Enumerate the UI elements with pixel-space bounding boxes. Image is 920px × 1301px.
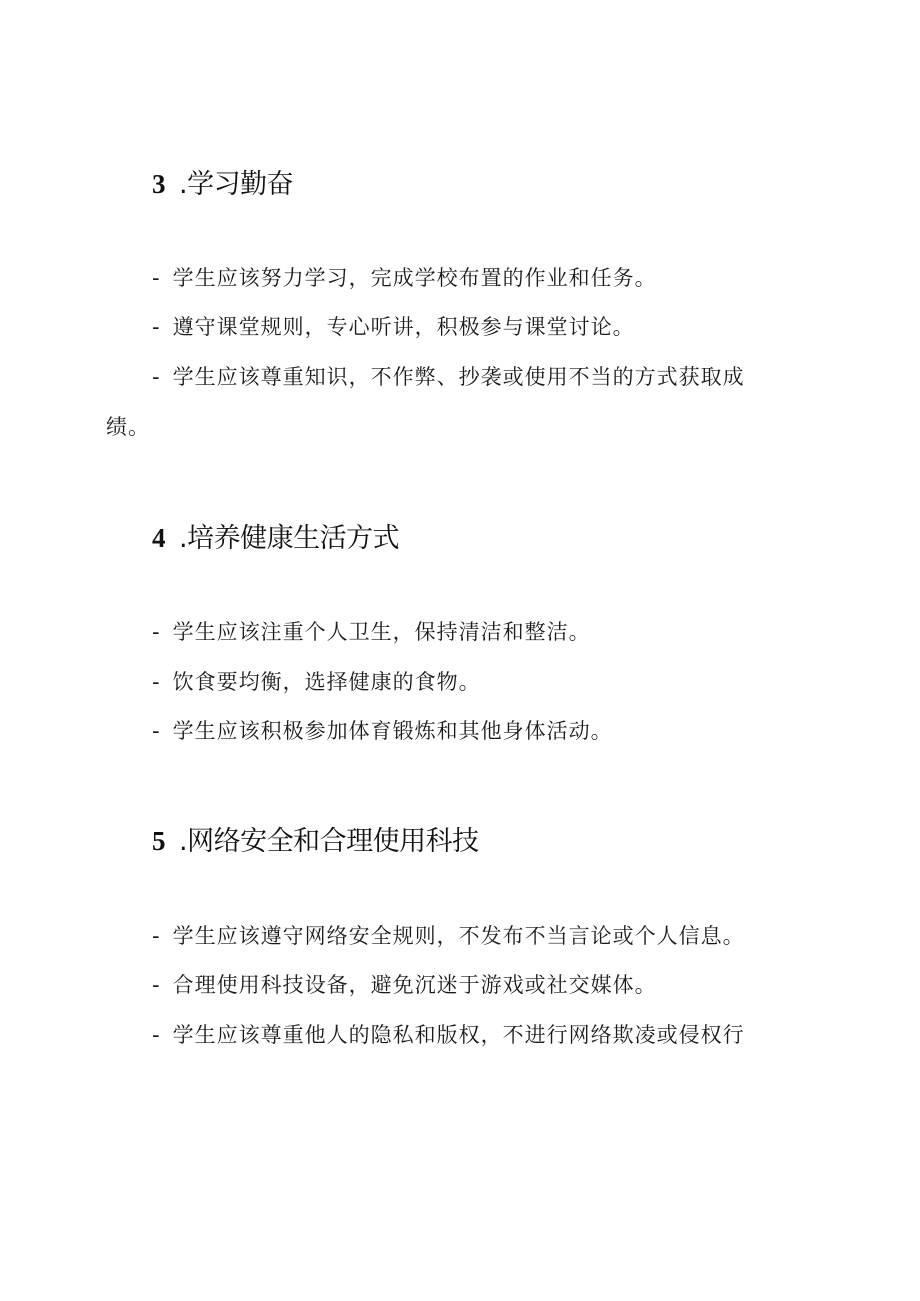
list-item-text: 学生应该努力学习，完成学校布置的作业和任务。 [172, 266, 657, 290]
list-item-text: 学生应该积极参加体育锻炼和其他身体活动。 [172, 719, 613, 743]
list-item-text: 学生应该尊重知识，不作弊、抄袭或使用不当的方式获取成 [172, 365, 745, 389]
bullet-dash: - [152, 315, 161, 339]
bullet-dash: - [152, 670, 161, 694]
list-item-text: 合理使用科技设备，避免沉迷于游戏或社交媒体。 [172, 973, 657, 997]
bullet-dash: - [152, 719, 161, 743]
section-heading-3 [152, 167, 293, 202]
list-item-text: 遵守课堂规则，专心听讲，积极参与课堂讨论。 [172, 315, 635, 339]
list-item-continuation: 绩。 [106, 415, 150, 439]
section-heading-5 [152, 824, 479, 859]
list-item [152, 922, 745, 950]
list-item [152, 668, 481, 696]
section-heading-4 [152, 521, 399, 556]
list-item-text: 学生应该注重个人卫生，保持清洁和整洁。 [172, 620, 591, 644]
section-number: 5 [152, 826, 165, 856]
list-item [152, 363, 745, 391]
list-item-text: 学生应该遵守网络安全规则，不发布不当言论或个人信息。 [172, 924, 745, 948]
bullet-dash: - [152, 1023, 161, 1047]
section-title: .网络安全和合理使用科技 [179, 826, 479, 857]
list-item [152, 313, 635, 341]
bullet-dash: - [152, 924, 161, 948]
list-item [152, 717, 613, 745]
bullet-dash: - [152, 365, 161, 389]
list-item-text: 学生应该尊重他人的隐私和版权，不进行网络欺凌或侵权行 [172, 1023, 745, 1047]
list-item [152, 264, 657, 292]
list-item [152, 1021, 745, 1049]
section-number: 3 [152, 169, 165, 199]
list-item-text: 饮食要均衡，选择健康的食物。 [172, 670, 481, 694]
section-number: 4 [152, 523, 165, 553]
section-title: .培养健康生活方式 [179, 523, 400, 554]
bullet-dash: - [152, 973, 161, 997]
bullet-dash: - [152, 620, 161, 644]
section-title: .学习勤奋 [179, 169, 294, 200]
list-item [152, 618, 591, 646]
bullet-dash: - [152, 266, 161, 290]
list-item [152, 971, 657, 999]
